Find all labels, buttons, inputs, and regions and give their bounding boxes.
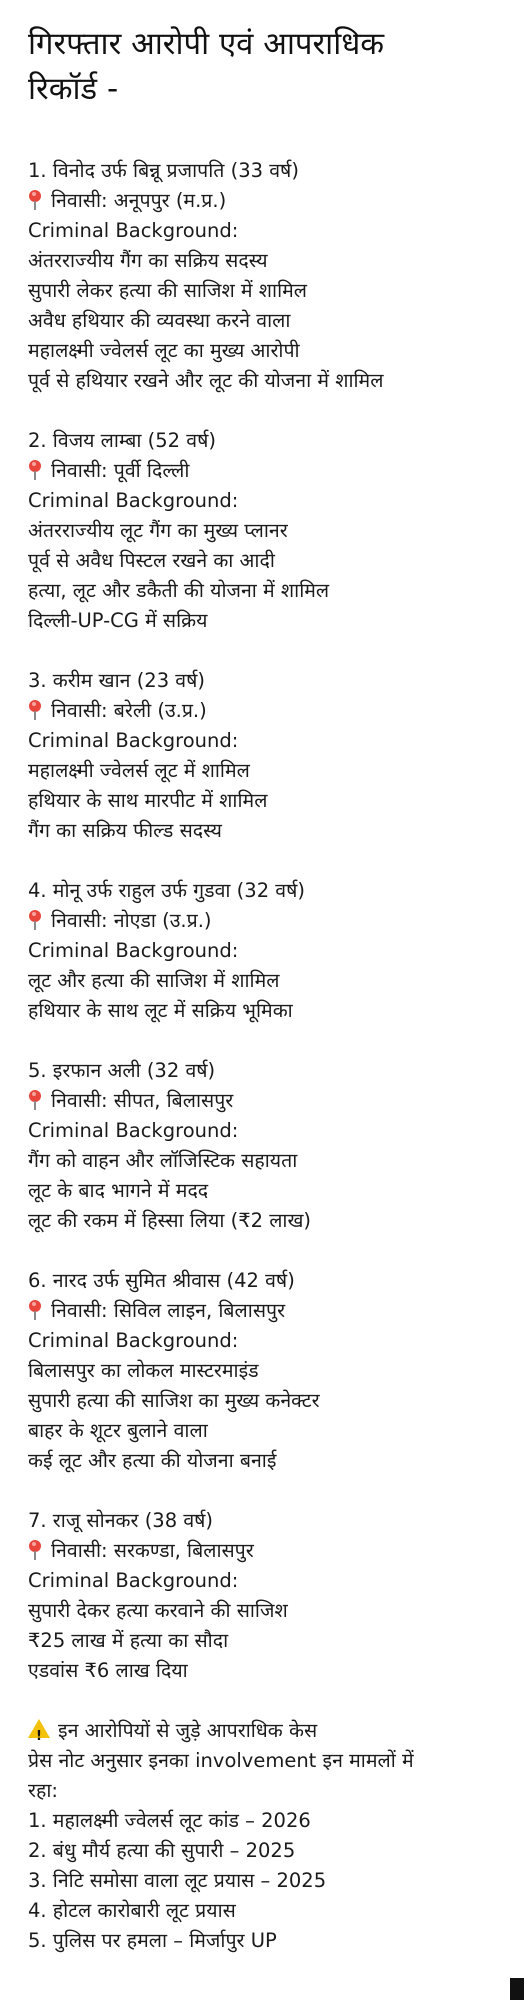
accused-heading: 1. विनोद उर्फ बिन्नू प्रजापति (33 वर्ष) [28,159,299,182]
accused-record [28,666,504,846]
background-point: अंतरराज्यीय लूट गैंग का मुख्य प्लानर [28,519,288,542]
cases-heading-row [28,1716,504,1746]
accused-heading: 6. नारद उर्फ सुमित श्रीवास (42 वर्ष) [28,1269,295,1292]
background-point: कई लूट और हत्या की योजना बनाई [28,1449,277,1472]
cases-intro-line-1: प्रेस नोट अनुसार इनका involvement इन मामलों में [28,1749,414,1772]
cases-heading: इन आरोपियों से जुड़े आपराधिक केस [58,1719,318,1742]
criminal-background-label: Criminal Background: [28,219,239,242]
residence-row [28,186,504,216]
residence-text: निवासी: अनूपपुर (म.प्र.) [51,189,227,212]
title-line-2: रिकॉर्ड - [28,71,119,107]
residence-row [28,906,504,936]
round-pushpin-icon [28,700,42,720]
accused-heading: 5. इरफान अली (32 वर्ष) [28,1059,216,1082]
background-point: पूर्व से हथियार रखने और लूट की योजना में शामिल [28,369,384,392]
page-title [28,22,504,112]
accused-heading: 7. राजू सोनकर (38 वर्ष) [28,1509,214,1532]
case-item: 5. पुलिस पर हमला – मिर्जापुर UP [28,1929,277,1952]
residence-text: निवासी: बरेली (उ.प्र.) [51,699,207,722]
background-point: गैंग का सक्रिय फील्ड सदस्य [28,819,222,842]
background-point: पूर्व से अवैध पिस्टल रखने का आदी [28,549,275,572]
residence-text: निवासी: पूर्वी दिल्ली [51,459,190,482]
background-point: हत्या, लूट और डकैती की योजना में शामिल [28,579,330,602]
residence-text: निवासी: सीपत, बिलासपुर [51,1089,234,1112]
criminal-background-label: Criminal Background: [28,729,239,752]
background-point: बिलासपुर का लोकल मास्टरमाइंड [28,1359,259,1382]
case-item: 1. महालक्ष्मी ज्वेलर्स लूट कांड – 2026 [28,1809,311,1832]
residence-row [28,1536,504,1566]
warning-icon [28,1719,50,1738]
criminal-background-label: Criminal Background: [28,1329,239,1352]
background-point: दिल्ली-UP-CG में सक्रिय [28,609,208,632]
background-point: एडवांस ₹6 लाख दिया [28,1659,188,1682]
background-point: गैंग को वाहन और लॉजिस्टिक सहायता [28,1149,298,1172]
criminal-background-label: Criminal Background: [28,939,239,962]
residence-row [28,1296,504,1326]
criminal-background-label: Criminal Background: [28,1119,239,1142]
accused-record [28,876,504,1026]
accused-heading: 2. विजय लाम्बा (52 वर्ष) [28,429,217,452]
background-point: अंतरराज्यीय गैंग का सक्रिय सदस्य [28,249,268,272]
accused-record [28,1506,504,1686]
round-pushpin-icon [28,910,42,930]
background-point: महालक्ष्मी ज्वेलर्स लूट का मुख्य आरोपी [28,339,300,362]
round-pushpin-icon [28,1300,42,1320]
case-item: 2. बंधु मौर्य हत्या की सुपारी – 2025 [28,1839,296,1862]
residence-text: निवासी: नोएडा (उ.प्र.) [51,909,212,932]
background-point: लूट और हत्या की साजिश में शामिल [28,969,280,992]
background-point: अवैध हथियार की व्यवस्था करने वाला [28,309,291,332]
round-pushpin-icon [28,460,42,480]
accused-heading: 4. मोनू उर्फ राहुल उर्फ गुडवा (32 वर्ष) [28,879,306,902]
background-point: सुपारी लेकर हत्या की साजिश में शामिल [28,279,308,302]
cases-intro-line-2: रहा: [28,1779,58,1802]
background-point: लूट की रकम में हिस्सा लिया (₹2 लाख) [28,1209,312,1232]
round-pushpin-icon [28,1540,42,1560]
cases-list [28,1806,504,1956]
case-item: 4. होटल कारोबारी लूट प्रयास [28,1899,236,1922]
background-point: सुपारी हत्या की साजिश का मुख्य कनेक्टर [28,1389,320,1412]
accused-list [28,156,504,1686]
background-point: ₹25 लाख में हत्या का सौदा [28,1629,229,1652]
background-point: हथियार के साथ मारपीट में शामिल [28,789,268,812]
residence-text: निवासी: सरकण्डा, बिलासपुर [51,1539,254,1562]
criminal-background-label: Criminal Background: [28,1569,239,1592]
accused-record [28,156,504,396]
residence-row [28,456,504,486]
background-point: सुपारी देकर हत्या करवाने की साजिश [28,1599,288,1622]
accused-record [28,1266,504,1476]
accused-record [28,426,504,636]
background-point: महालक्ष्मी ज्वेलर्स लूट में शामिल [28,759,250,782]
case-item: 3. निटि समोसा वाला लूट प्रयास – 2025 [28,1869,327,1892]
corner-mark [510,1978,524,2000]
title-line-1: गिरफ्तार आरोपी एवं आपराधिक [28,26,385,62]
residence-text: निवासी: सिविल लाइन, बिलासपुर [51,1299,286,1322]
accused-heading: 3. करीम खान (23 वर्ष) [28,669,206,692]
round-pushpin-icon [28,1090,42,1110]
background-point: लूट के बाद भागने में मदद [28,1179,209,1202]
background-point: बाहर के शूटर बुलाने वाला [28,1419,208,1442]
criminal-background-label: Criminal Background: [28,489,239,512]
background-point: हथियार के साथ लूट में सक्रिय भूमिका [28,999,293,1022]
residence-row [28,1086,504,1116]
accused-record [28,1056,504,1236]
round-pushpin-icon [28,190,42,210]
cases-section [28,1716,504,1956]
residence-row [28,696,504,726]
